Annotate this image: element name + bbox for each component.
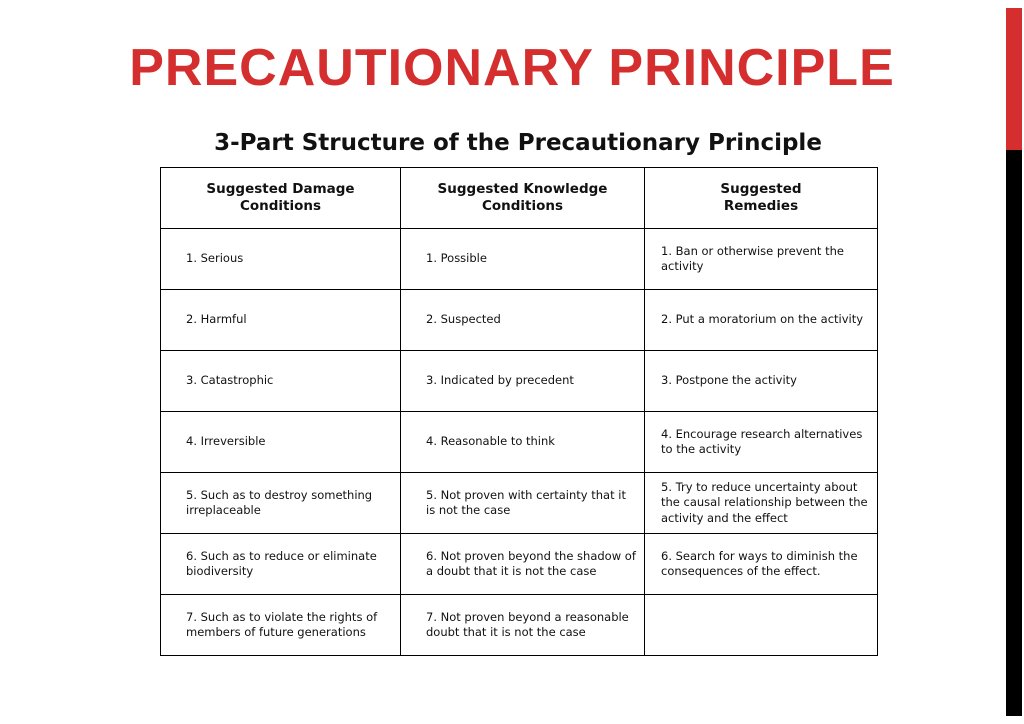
damage-condition-cell: 3. Catastrophic xyxy=(161,351,401,412)
damage-condition-cell: 5. Such as to destroy something irreplaceable xyxy=(161,473,401,534)
knowledge-condition-cell: 4. Reasonable to think xyxy=(401,412,645,473)
damage-condition-cell: 6. Such as to reduce or eliminate biodiversity xyxy=(161,534,401,595)
side-bar-black-segment xyxy=(1006,150,1022,716)
table-row xyxy=(161,290,878,351)
knowledge-condition-cell: 5. Not proven with certainty that it is not the case xyxy=(401,473,645,534)
remedy-cell-empty xyxy=(645,595,878,656)
slide-title: PRECAUTIONARY PRINCIPLE xyxy=(129,39,895,97)
knowledge-condition-cell: 3. Indicated by precedent xyxy=(401,351,645,412)
side-accent-bar xyxy=(1006,8,1022,716)
structure-table xyxy=(160,167,878,656)
knowledge-condition-cell: 7. Not proven beyond a reasonable doubt that it is not the case xyxy=(401,595,645,656)
table-row xyxy=(161,351,878,412)
header-row xyxy=(161,168,878,229)
remedy-cell: 3. Postpone the activity xyxy=(645,351,878,412)
knowledge-condition-cell: 6. Not proven beyond the shadow of a doubt that it is not the case xyxy=(401,534,645,595)
table-row xyxy=(161,534,878,595)
knowledge-condition-cell: 2. Suspected xyxy=(401,290,645,351)
table-row xyxy=(161,412,878,473)
table-row xyxy=(161,473,878,534)
remedy-cell: 6. Search for ways to diminish the consequences of the effect. xyxy=(645,534,878,595)
table-title: 3-Part Structure of the Precautionary Principle xyxy=(214,130,822,156)
knowledge-condition-cell: 1. Possible xyxy=(401,229,645,290)
remedy-cell: 2. Put a moratorium on the activity xyxy=(645,290,878,351)
header-remedies: Suggested Remedies xyxy=(645,168,878,229)
remedy-cell: 5. Try to reduce uncertainty about the causal relationship between the activity and the effect xyxy=(645,473,878,534)
header-damage-conditions: Suggested Damage Conditions xyxy=(161,168,401,229)
damage-condition-cell: 2. Harmful xyxy=(161,290,401,351)
damage-condition-cell: 4. Irreversible xyxy=(161,412,401,473)
damage-condition-cell: 1. Serious xyxy=(161,229,401,290)
remedy-cell: 4. Encourage research alternatives to the activity xyxy=(645,412,878,473)
table-row xyxy=(161,229,878,290)
header-knowledge-conditions: Suggested Knowledge Conditions xyxy=(401,168,645,229)
table-row xyxy=(161,595,878,656)
remedy-cell: 1. Ban or otherwise prevent the activity xyxy=(645,229,878,290)
damage-condition-cell: 7. Such as to violate the rights of members of future generations xyxy=(161,595,401,656)
